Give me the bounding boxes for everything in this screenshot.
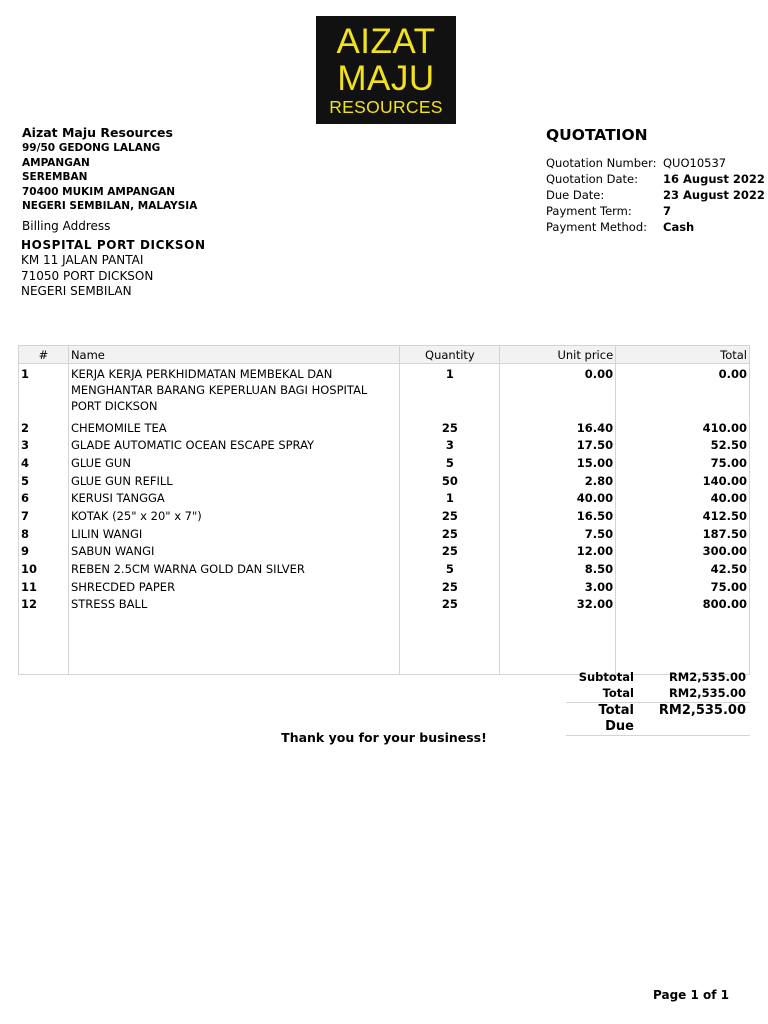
meta-label: Payment Term:: [546, 204, 632, 218]
item-unit-price: 15.00: [500, 455, 616, 473]
item-name: GLUE GUN REFILL: [68, 473, 399, 491]
item-unit-price: 3.00: [500, 579, 616, 597]
column-header-quantity: Quantity: [400, 346, 500, 364]
item-total: 75.00: [616, 455, 750, 473]
seller-address-line: NEGERI SEMBILAN, MALAYSIA: [22, 200, 198, 212]
table-row: [19, 437, 750, 455]
item-quantity: 25: [400, 508, 500, 526]
total-value: RM2,535.00: [668, 686, 746, 700]
table-row: [19, 508, 750, 526]
item-total: 412.50: [616, 508, 750, 526]
item-quantity: 25: [400, 596, 500, 614]
table-body: [19, 364, 750, 675]
item-name: REBEN 2.5CM WARNA GOLD DAN SILVER: [68, 561, 399, 579]
meta-label: Payment Method:: [546, 220, 648, 234]
item-total: 187.50: [616, 526, 750, 544]
payment-method: Cash: [663, 220, 695, 234]
item-quantity: 5: [400, 455, 500, 473]
table-row: [19, 543, 750, 561]
item-name: LILIN WANGI: [68, 526, 399, 544]
row-number: 3: [19, 437, 69, 455]
meta-row-method: [546, 219, 765, 235]
empty-cell: [19, 614, 69, 674]
table-row: [19, 455, 750, 473]
logo-line-1: AIZAT: [336, 21, 436, 61]
row-number: 6: [19, 490, 69, 508]
row-number: 11: [19, 579, 69, 597]
page-number: Page 1 of 1: [653, 988, 729, 1002]
row-number: 1: [19, 364, 69, 420]
company-logo: [316, 16, 456, 124]
item-quantity: 25: [400, 579, 500, 597]
item-name: STRESS BALL: [68, 596, 399, 614]
billing-address-line: KM 11 JALAN PANTAI: [21, 253, 144, 267]
item-total: 52.50: [616, 437, 750, 455]
row-number: 4: [19, 455, 69, 473]
item-name: KOTAK (25" x 20" x 7"): [68, 508, 399, 526]
item-quantity: 50: [400, 473, 500, 491]
meta-row-term: [546, 203, 765, 219]
item-name: KERJA KERJA PERKHIDMATAN MEMBEKAL DAN MENGHANTAR BARANG KEPERLUAN BAGI HOSPITAL PORT DICKSON: [68, 364, 399, 420]
item-quantity: 1: [400, 490, 500, 508]
empty-cell: [68, 614, 399, 674]
billing-name: HOSPITAL PORT DICKSON: [21, 238, 206, 252]
item-unit-price: 7.50: [500, 526, 616, 544]
item-unit-price: 32.00: [500, 596, 616, 614]
totals-block: [566, 669, 750, 736]
item-unit-price: 0.00: [500, 364, 616, 420]
total-label: Total: [602, 686, 634, 700]
table-row: [19, 490, 750, 508]
document-title: QUOTATION: [546, 126, 648, 144]
seller-name: Aizat Maju Resources: [22, 125, 173, 140]
seller-address: [22, 141, 197, 214]
item-name: GLADE AUTOMATIC OCEAN ESCAPE SPRAY: [68, 437, 399, 455]
item-unit-price: 2.80: [500, 473, 616, 491]
quotation-number: QUO10537: [663, 156, 727, 170]
items-table: [18, 345, 750, 675]
meta-label: Quotation Date:: [546, 172, 638, 186]
column-header-number: #: [19, 346, 69, 364]
table-row: [19, 579, 750, 597]
table-row: [19, 473, 750, 491]
item-name: SABUN WANGI: [68, 543, 399, 561]
subtotal-value: RM2,535.00: [668, 670, 746, 684]
row-number: 8: [19, 526, 69, 544]
logo-line-3: RESOURCES: [329, 96, 443, 117]
item-name: KERUSI TANGGA: [68, 490, 399, 508]
billing-address-line: 71050 PORT DICKSON: [21, 268, 154, 283]
empty-cell: [500, 614, 616, 674]
item-total: 140.00: [616, 473, 750, 491]
logo-line-2: MAJU: [337, 58, 435, 98]
seller-address-line: 70400 MUKIM AMPANGAN: [22, 185, 176, 198]
item-unit-price: 17.50: [500, 437, 616, 455]
row-number: 2: [19, 420, 69, 438]
item-name: GLUE GUN: [68, 455, 399, 473]
table-row: [19, 420, 750, 438]
meta-label: Due Date:: [546, 188, 605, 202]
table-row: [19, 596, 750, 614]
meta-label: Quotation Number:: [546, 156, 657, 170]
billing-address-label: Billing Address: [22, 219, 111, 233]
thank-you-note: Thank you for your business!: [281, 730, 487, 745]
item-quantity: 3: [400, 437, 500, 455]
item-total: 300.00: [616, 543, 750, 561]
table-row: [19, 364, 750, 420]
total-due-value: RM2,535.00: [658, 703, 746, 718]
column-header-name: Name: [68, 346, 399, 364]
meta-row-date: [546, 171, 765, 187]
item-unit-price: 40.00: [500, 490, 616, 508]
item-quantity: 5: [400, 561, 500, 579]
row-number: 9: [19, 543, 69, 561]
due-date: 23 August 2022: [663, 188, 765, 202]
row-number: 5: [19, 473, 69, 491]
item-total: 800.00: [616, 596, 750, 614]
table-header-row: [19, 346, 750, 364]
item-total: 410.00: [616, 420, 750, 438]
item-total: 42.50: [616, 561, 750, 579]
row-number: 12: [19, 596, 69, 614]
row-number: 10: [19, 561, 69, 579]
item-unit-price: 8.50: [500, 561, 616, 579]
seller-address-line: SEREMBAN: [22, 171, 88, 183]
subtotal-label: Subtotal: [578, 670, 634, 684]
table-row: [19, 561, 750, 579]
seller-block: [22, 125, 197, 214]
item-unit-price: 12.00: [500, 543, 616, 561]
quotation-date: 16 August 2022: [663, 172, 765, 186]
row-number: 7: [19, 508, 69, 526]
subtotal-row: [566, 669, 750, 685]
table-row: [19, 526, 750, 544]
payment-term: 7: [663, 204, 672, 218]
quotation-meta: [546, 155, 765, 235]
column-header-total: Total: [616, 346, 750, 364]
item-quantity: 25: [400, 526, 500, 544]
item-quantity: 25: [400, 420, 500, 438]
billing-address-line: NEGERI SEMBILAN: [21, 284, 132, 298]
empty-cell: [616, 614, 750, 674]
table-filler-row: [19, 614, 750, 674]
seller-address-line: 99/50 GEDONG LALANG: [22, 142, 161, 154]
billing-block: [21, 237, 206, 300]
empty-cell: [400, 614, 500, 674]
meta-row-number: [546, 155, 765, 171]
item-unit-price: 16.50: [500, 508, 616, 526]
item-total: 0.00: [616, 364, 750, 420]
item-total: 75.00: [616, 579, 750, 597]
seller-address-line: AMPANGAN: [22, 156, 90, 169]
item-quantity: 25: [400, 543, 500, 561]
item-name: CHEMOMILE TEA: [68, 420, 399, 438]
item-quantity: 1: [400, 364, 500, 420]
meta-row-due: [546, 187, 765, 203]
column-header-unit-price: Unit price: [500, 346, 616, 364]
item-name: SHRECDED PAPER: [68, 579, 399, 597]
item-total: 40.00: [616, 490, 750, 508]
total-due-label: Total Due: [598, 703, 634, 734]
total-row: [566, 685, 750, 701]
item-unit-price: 16.40: [500, 420, 616, 438]
